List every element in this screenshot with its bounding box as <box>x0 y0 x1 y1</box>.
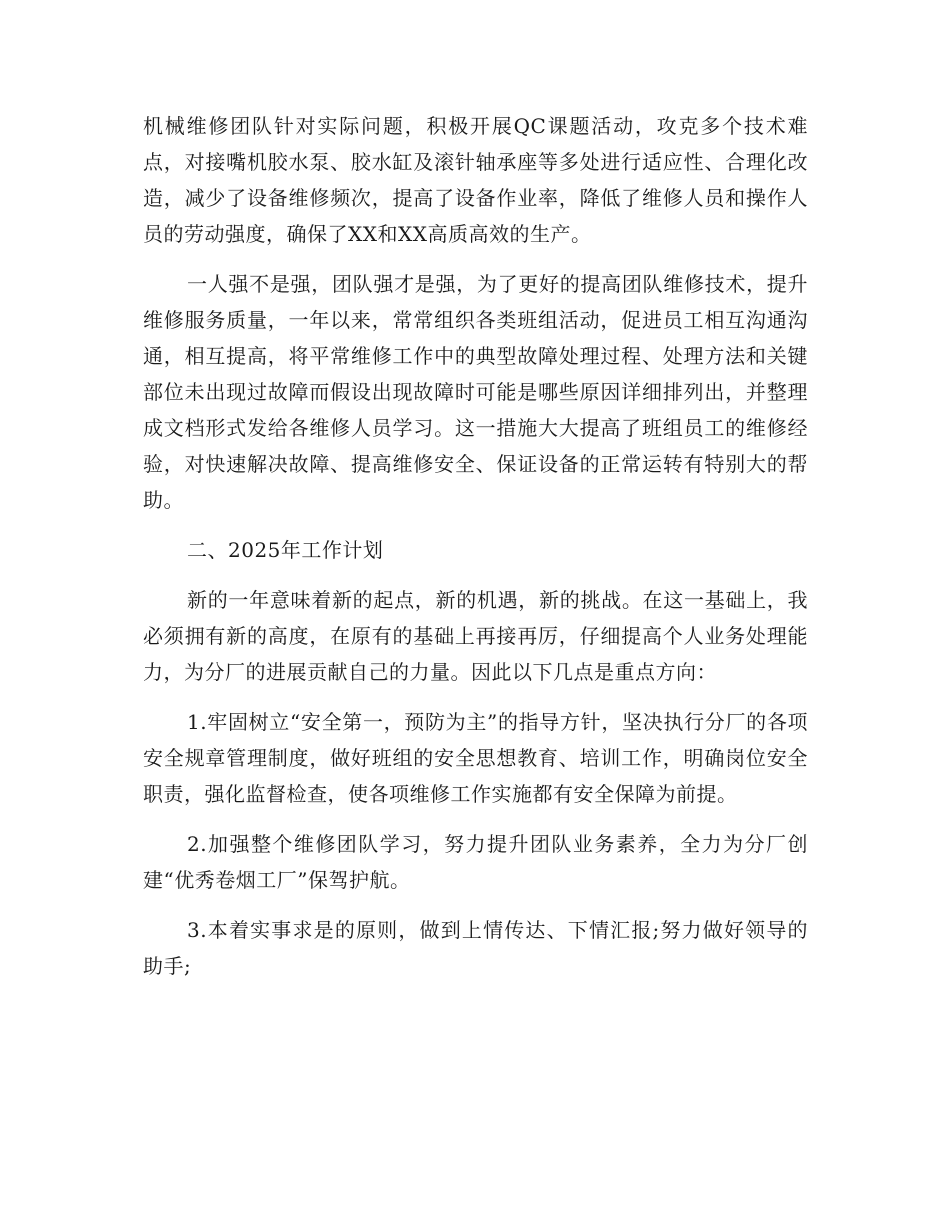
section-heading-work-plan: 二、2025年工作计划 <box>187 538 384 562</box>
plan-item-1: 1.牢固树立“安全第一，预防为主”的指导方针，坚决执行分厂的各项安全规章管理制度，做好班组的安全思想教育、培训工作，明确岗位安全职责，强化监督检查，使各项维修工作实施都有安全保障为前提。 <box>143 710 808 806</box>
paragraph-team-strength: 一人强不是强，团队强才是强，为了更好的提高团队维修技术，提升维修服务质量，一年以来，常常组织各类班组活动，促进员工相互沟通沟通，相互提高，将平常维修工作中的典型故障处理过程、处理方法和关键部位未出现过故障而假设出现故障时可能是哪些原因详细排列出，并整理成文档形式发给各维修人员学习。这一措施大大提高了班组员工的维修经验，对快速解决故障、提高维修安全、保证设备的正常运转有特别大的帮助。 <box>143 272 808 512</box>
paragraph-new-year: 新的一年意味着新的起点，新的机遇，新的挑战。在这一基础上，我必须拥有新的高度，在原有的基础上再接再厉，仔细提高个人业务处理能力，为分厂的进展贡献自己的力量。因此以下几点是重点方向： <box>143 588 808 684</box>
paragraph-qc-activities: 机械维修团队针对实际问题，积极开展QC课题活动，攻克多个技术难点，对接嘴机胶水泵、胶水缸及滚针轴承座等多处进行适应性、合理化改造，减少了设备维修频次，提高了设备作业率，降低了维修人员和操作人员的劳动强度，确保了XX和XX高质高效的生产。 <box>143 114 808 246</box>
document-body <box>143 108 808 998</box>
plan-item-3: 3.本着实事求是的原则，做到上情传达、下情汇报;努力做好领导的助手; <box>143 918 808 978</box>
plan-item-2: 2.加强整个维修团队学习，努力提升团队业务素养，全力为分厂创建“优秀卷烟工厂”保驾护航。 <box>143 832 808 892</box>
